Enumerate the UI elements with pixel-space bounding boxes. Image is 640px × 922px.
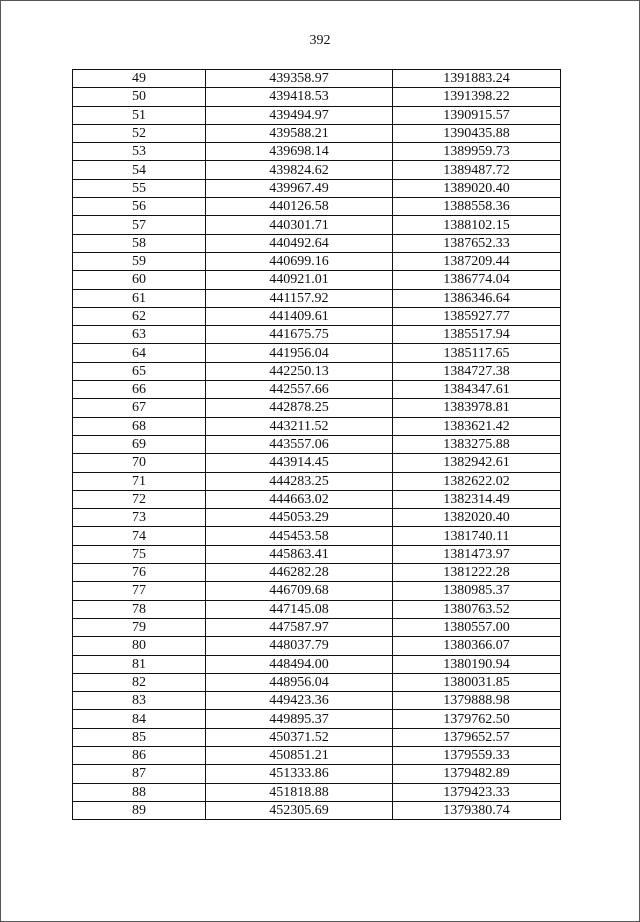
point-number-cell: 74 — [73, 527, 206, 545]
point-number-cell: 82 — [73, 673, 206, 691]
point-number-cell: 56 — [73, 198, 206, 216]
table-row — [73, 454, 561, 472]
x-coordinate-cell: 451333.86 — [206, 765, 393, 783]
y-coordinate-cell: 1379482.89 — [393, 765, 561, 783]
table-row — [73, 490, 561, 508]
x-coordinate-cell: 449423.36 — [206, 692, 393, 710]
y-coordinate-cell: 1380763.52 — [393, 600, 561, 618]
table-row — [73, 637, 561, 655]
point-number-cell: 60 — [73, 271, 206, 289]
y-coordinate-cell: 1387652.33 — [393, 234, 561, 252]
table-row — [73, 600, 561, 618]
point-number-cell: 75 — [73, 545, 206, 563]
table-row — [73, 143, 561, 161]
x-coordinate-cell: 439967.49 — [206, 179, 393, 197]
x-coordinate-cell: 440126.58 — [206, 198, 393, 216]
x-coordinate-cell: 452305.69 — [206, 801, 393, 819]
x-coordinate-cell: 440921.01 — [206, 271, 393, 289]
table-row — [73, 673, 561, 691]
table-row — [73, 362, 561, 380]
y-coordinate-cell: 1384727.38 — [393, 362, 561, 380]
table-row — [73, 271, 561, 289]
x-coordinate-cell: 448494.00 — [206, 655, 393, 673]
point-number-cell: 70 — [73, 454, 206, 472]
x-coordinate-cell: 439418.53 — [206, 88, 393, 106]
point-number-cell: 68 — [73, 417, 206, 435]
y-coordinate-cell: 1379423.33 — [393, 783, 561, 801]
y-coordinate-cell: 1379762.50 — [393, 710, 561, 728]
x-coordinate-cell: 448956.04 — [206, 673, 393, 691]
x-coordinate-cell: 441675.75 — [206, 326, 393, 344]
table-row — [73, 417, 561, 435]
point-number-cell: 67 — [73, 399, 206, 417]
point-number-cell: 79 — [73, 618, 206, 636]
table-row — [73, 545, 561, 563]
y-coordinate-cell: 1385517.94 — [393, 326, 561, 344]
table-row — [73, 710, 561, 728]
x-coordinate-cell: 442878.25 — [206, 399, 393, 417]
y-coordinate-cell: 1382622.02 — [393, 472, 561, 490]
x-coordinate-cell: 449895.37 — [206, 710, 393, 728]
y-coordinate-cell: 1386774.04 — [393, 271, 561, 289]
table-row — [73, 124, 561, 142]
point-number-cell: 84 — [73, 710, 206, 728]
point-number-cell: 83 — [73, 692, 206, 710]
x-coordinate-cell: 445863.41 — [206, 545, 393, 563]
table-row — [73, 564, 561, 582]
table-row — [73, 582, 561, 600]
y-coordinate-cell: 1390435.88 — [393, 124, 561, 142]
table-row — [73, 527, 561, 545]
point-number-cell: 73 — [73, 509, 206, 527]
point-number-cell: 64 — [73, 344, 206, 362]
coordinates-table — [72, 69, 561, 820]
table-row — [73, 381, 561, 399]
x-coordinate-cell: 445453.58 — [206, 527, 393, 545]
y-coordinate-cell: 1387209.44 — [393, 252, 561, 270]
x-coordinate-cell: 441409.61 — [206, 307, 393, 325]
table-row — [73, 252, 561, 270]
x-coordinate-cell: 442250.13 — [206, 362, 393, 380]
y-coordinate-cell: 1380366.07 — [393, 637, 561, 655]
point-number-cell: 50 — [73, 88, 206, 106]
table-row — [73, 783, 561, 801]
x-coordinate-cell: 439698.14 — [206, 143, 393, 161]
point-number-cell: 62 — [73, 307, 206, 325]
table-row — [73, 289, 561, 307]
point-number-cell: 59 — [73, 252, 206, 270]
y-coordinate-cell: 1389020.40 — [393, 179, 561, 197]
x-coordinate-cell: 444663.02 — [206, 490, 393, 508]
table-row — [73, 618, 561, 636]
table-row — [73, 509, 561, 527]
x-coordinate-cell: 447145.08 — [206, 600, 393, 618]
y-coordinate-cell: 1380031.85 — [393, 673, 561, 691]
point-number-cell: 89 — [73, 801, 206, 819]
x-coordinate-cell: 445053.29 — [206, 509, 393, 527]
x-coordinate-cell: 444283.25 — [206, 472, 393, 490]
point-number-cell: 58 — [73, 234, 206, 252]
x-coordinate-cell: 443557.06 — [206, 435, 393, 453]
point-number-cell: 86 — [73, 746, 206, 764]
point-number-cell: 61 — [73, 289, 206, 307]
y-coordinate-cell: 1386346.64 — [393, 289, 561, 307]
point-number-cell: 66 — [73, 381, 206, 399]
table-row — [73, 435, 561, 453]
y-coordinate-cell: 1388558.36 — [393, 198, 561, 216]
point-number-cell: 80 — [73, 637, 206, 655]
table-row — [73, 161, 561, 179]
point-number-cell: 57 — [73, 216, 206, 234]
y-coordinate-cell: 1389959.73 — [393, 143, 561, 161]
y-coordinate-cell: 1380190.94 — [393, 655, 561, 673]
y-coordinate-cell: 1385927.77 — [393, 307, 561, 325]
point-number-cell: 71 — [73, 472, 206, 490]
x-coordinate-cell: 440492.64 — [206, 234, 393, 252]
y-coordinate-cell: 1382942.61 — [393, 454, 561, 472]
x-coordinate-cell: 442557.66 — [206, 381, 393, 399]
y-coordinate-cell: 1383275.88 — [393, 435, 561, 453]
point-number-cell: 63 — [73, 326, 206, 344]
y-coordinate-cell: 1381222.28 — [393, 564, 561, 582]
x-coordinate-cell: 439358.97 — [206, 70, 393, 88]
point-number-cell: 49 — [73, 70, 206, 88]
x-coordinate-cell: 443914.45 — [206, 454, 393, 472]
x-coordinate-cell: 447587.97 — [206, 618, 393, 636]
y-coordinate-cell: 1384347.61 — [393, 381, 561, 399]
x-coordinate-cell: 451818.88 — [206, 783, 393, 801]
table-row — [73, 344, 561, 362]
x-coordinate-cell: 446709.68 — [206, 582, 393, 600]
x-coordinate-cell: 439588.21 — [206, 124, 393, 142]
table-row — [73, 692, 561, 710]
y-coordinate-cell: 1379559.33 — [393, 746, 561, 764]
x-coordinate-cell: 441956.04 — [206, 344, 393, 362]
x-coordinate-cell: 450851.21 — [206, 746, 393, 764]
point-number-cell: 78 — [73, 600, 206, 618]
point-number-cell: 54 — [73, 161, 206, 179]
point-number-cell: 76 — [73, 564, 206, 582]
y-coordinate-cell: 1380557.00 — [393, 618, 561, 636]
y-coordinate-cell: 1391883.24 — [393, 70, 561, 88]
point-number-cell: 88 — [73, 783, 206, 801]
y-coordinate-cell: 1379888.98 — [393, 692, 561, 710]
x-coordinate-cell: 450371.52 — [206, 728, 393, 746]
x-coordinate-cell: 441157.92 — [206, 289, 393, 307]
x-coordinate-cell: 440699.16 — [206, 252, 393, 270]
table-row — [73, 399, 561, 417]
x-coordinate-cell: 439494.97 — [206, 106, 393, 124]
table-row — [73, 728, 561, 746]
y-coordinate-cell: 1383621.42 — [393, 417, 561, 435]
table-row — [73, 198, 561, 216]
table-row — [73, 746, 561, 764]
y-coordinate-cell: 1381473.97 — [393, 545, 561, 563]
point-number-cell: 81 — [73, 655, 206, 673]
table-row — [73, 234, 561, 252]
point-number-cell: 85 — [73, 728, 206, 746]
y-coordinate-cell: 1382314.49 — [393, 490, 561, 508]
point-number-cell: 53 — [73, 143, 206, 161]
coordinates-table-body — [73, 70, 561, 820]
table-row — [73, 88, 561, 106]
y-coordinate-cell: 1390915.57 — [393, 106, 561, 124]
table-row — [73, 106, 561, 124]
y-coordinate-cell: 1379652.57 — [393, 728, 561, 746]
table-row — [73, 655, 561, 673]
y-coordinate-cell: 1382020.40 — [393, 509, 561, 527]
table-row — [73, 801, 561, 819]
y-coordinate-cell: 1379380.74 — [393, 801, 561, 819]
y-coordinate-cell: 1385117.65 — [393, 344, 561, 362]
x-coordinate-cell: 440301.71 — [206, 216, 393, 234]
point-number-cell: 87 — [73, 765, 206, 783]
table-row — [73, 70, 561, 88]
point-number-cell: 69 — [73, 435, 206, 453]
table-row — [73, 216, 561, 234]
point-number-cell: 52 — [73, 124, 206, 142]
point-number-cell: 65 — [73, 362, 206, 380]
y-coordinate-cell: 1381740.11 — [393, 527, 561, 545]
y-coordinate-cell: 1389487.72 — [393, 161, 561, 179]
x-coordinate-cell: 448037.79 — [206, 637, 393, 655]
table-row — [73, 765, 561, 783]
y-coordinate-cell: 1388102.15 — [393, 216, 561, 234]
table-row — [73, 307, 561, 325]
x-coordinate-cell: 446282.28 — [206, 564, 393, 582]
y-coordinate-cell: 1380985.37 — [393, 582, 561, 600]
point-number-cell: 77 — [73, 582, 206, 600]
point-number-cell: 72 — [73, 490, 206, 508]
y-coordinate-cell: 1391398.22 — [393, 88, 561, 106]
y-coordinate-cell: 1383978.81 — [393, 399, 561, 417]
table-row — [73, 472, 561, 490]
table-row — [73, 179, 561, 197]
page-number: 392 — [309, 33, 331, 48]
x-coordinate-cell: 439824.62 — [206, 161, 393, 179]
point-number-cell: 51 — [73, 106, 206, 124]
table-row — [73, 326, 561, 344]
x-coordinate-cell: 443211.52 — [206, 417, 393, 435]
point-number-cell: 55 — [73, 179, 206, 197]
